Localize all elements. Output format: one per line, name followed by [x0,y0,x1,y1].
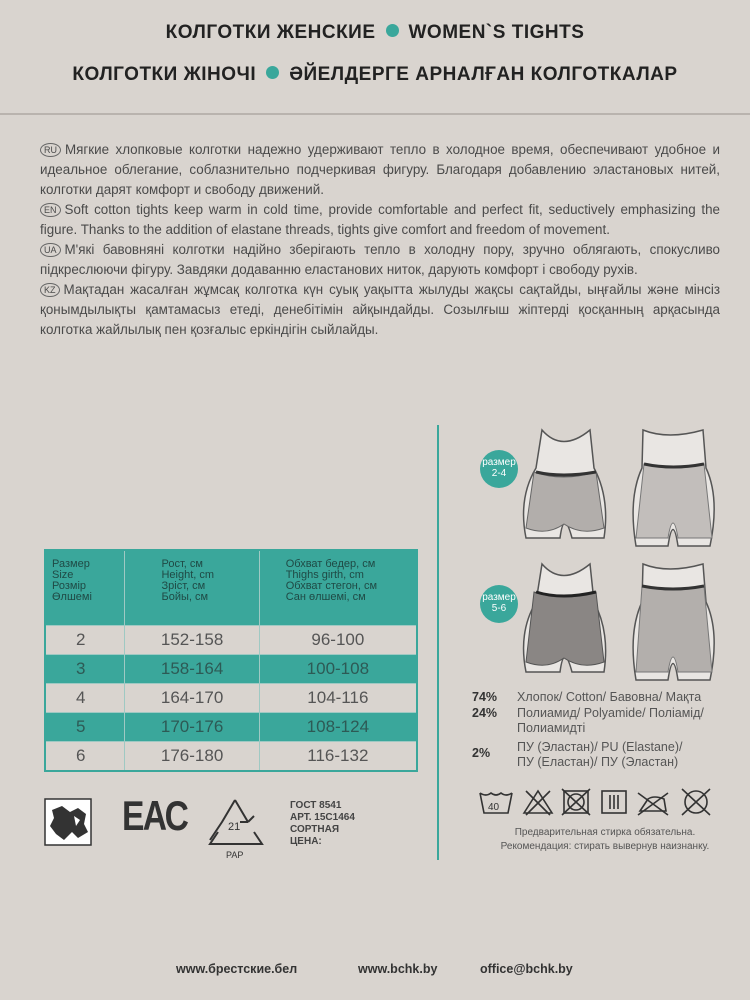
euro-map-logo-icon [44,798,92,846]
lang-flag-icon: EN [40,203,61,217]
header-height: Рост, см Height, cm Зріст, см Бойы, см [125,550,259,626]
dot-icon [386,24,399,37]
size-table [44,549,418,772]
header-size: Размер Size Розмір Өлшемі [45,550,125,626]
divider [0,113,750,115]
description-en: EN Soft cotton tights keep warm in cold time, provide comfortable and perfect fit, seductively emphasizing the figure. Thanks to the addition of elastane threads, tights give comfort and freedom of movement. [40,202,720,237]
title-kz: ӘЙЕЛДЕРГЕ АРНАЛҒАН КОЛГОТКАЛАР [289,64,678,85]
table-row: 3 158-164 100-108 [45,655,417,684]
composition-cotton: 74% Хлопок/ Cotton/ Бавовна/ Мақта [472,690,702,704]
no-bleach-icon [524,791,552,815]
front-figure-1-icon [628,428,718,548]
dot-icon [266,66,279,79]
link-site-1[interactable]: www.брестские.бел [176,962,298,976]
care-note: Предварительная стирка обязательна. Рекомендация: стирать вывернув наизнанку. [500,827,710,852]
header-line-1 [0,22,750,44]
line-dry-icon [602,791,626,813]
lang-flag-icon: KZ [40,283,60,297]
svg-text:21: 21 [228,821,241,833]
front-figure-2-icon [628,562,718,682]
back-figure-2-icon [512,562,617,677]
header-thighs: Обхват бедер, см Thighs girth, cm Обхват стегон, см Сан өлшемі, см [259,550,417,626]
size-badge-2-4: размер 2-4 [480,450,518,488]
recycle-icon [204,796,266,852]
vertical-divider [437,425,439,860]
header-line-2 [0,64,750,86]
description [40,140,720,340]
title-ua: КОЛГОТКИ ЖІНОЧІ [72,64,257,85]
no-tumble-dry-icon [562,789,590,815]
table-row: 6 176-180 116-132 [45,742,417,772]
description-ua: UA М'які бавовняні колготки надійно зберігають тепло в холодну пору, зручно облягають, спокусливо підкреслюючи фігуру. Завдяки додаванню еластанових ниток, дарують комфорт і свободу рухів. [40,242,720,277]
table-row: 4 164-170 104-116 [45,684,417,713]
back-figure-1-icon [512,428,617,543]
lang-flag-icon: UA [40,243,61,257]
description-ru: RU Мягкие хлопковые колготки надежно удерживают тепло в холодное время, обеспечивают удобное и идеальное облегание, соблазнительно подчеркивая фигуру. Благодаря добавлению эластановых нитей, колготки дарят комфорт и свободу движений. [40,142,720,197]
table-row: 5 170-176 108-124 [45,713,417,742]
link-email[interactable]: office@bchk.by [480,962,573,976]
product-info: ГОСТ 8541 АРТ. 15С1464 СОРТНАЯ ЦЕНА: [290,800,355,847]
care-symbols [478,787,726,817]
composition-polyamide: 24% Полиамид/ Polyamide/ Поліамід/ Полиамидті [472,706,704,735]
table-header-row [45,550,417,626]
link-site-2[interactable]: www.bchk.by [358,962,438,976]
no-iron-icon [638,793,668,815]
eac-mark: ЕАС [122,792,188,839]
title-en: WOMEN`S TIGHTS [408,22,585,43]
wash-temp: 40 [488,802,500,813]
composition-elastane: 2% ПУ (Эластан)/ PU (Elastane)/ ПУ (Еластан)/ ПУ (Эластан) [472,740,683,769]
recycle-code: PAP [226,850,244,860]
no-dry-clean-icon [682,789,710,815]
lang-flag-icon: RU [40,143,61,157]
table-row: 2 152-158 96-100 [45,626,417,655]
size-badge-5-6: размер 5-6 [480,585,518,623]
description-kz: KZ Мақтадан жасалған жұмсақ колготка күн суық уақытта жылуды жақсы сақтайды, ыңғайлы және мінсіз қонымдылықты қамтамасыз етеді, денебітімін айқындайды. Созылғыш жіптерді қосқанның арқасында колготка жайлылық пен қозғалыс еркіндігін сыйлайды. [40,282,720,337]
title-ru: КОЛГОТКИ ЖЕНСКИЕ [165,22,376,43]
